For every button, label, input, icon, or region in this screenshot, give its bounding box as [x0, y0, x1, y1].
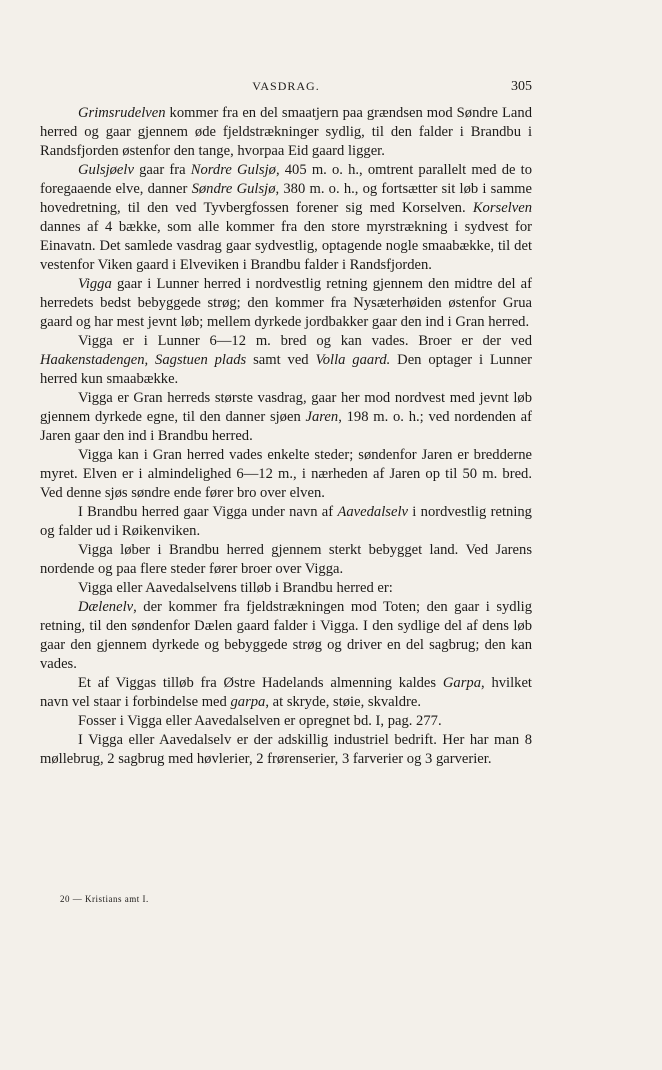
paragraph-daelenelv: Dælenelv, der kommer fra fjeldstrækningen mod Toten; den gaar i sydlig retning, til den søndenfor Dælen gaard falder i Vigga. I den sydlige del af dens løb gaar den gjennem dyrkede og bebyggede strøg og driver en del sagbrug; den kan vades.	[40, 599, 532, 672]
paragraph-grimsrudelven: Grimsrudelven kommer fra en del smaatjern paa grændsen mod Søndre Land herred og gaar gjennem øde fjeldstrækninger sydlig, til den falder i Brandbu i Randsfjorden østenfor den tange, hvorpaa Eid gaard ligger.	[40, 105, 532, 159]
paragraph-gulsjoelv: Gulsjøelv gaar fra Nordre Gulsjø, 405 m. o. h., omtrent parallelt med de to foregaaende elve, danner Søndre Gulsjø, 380 m. o. h., og fortsætter sit løb i samme hovedretning, til den ved Tyvbergfossen forener sig med Korselven. Korselven dannes af 4 bække, som alle kommer fra den store myrstrækning i sydvest for Einavatn. Det samlede vasdrag gaar sydvestlig, optagende nogle smaabække, til det vestenfor Viken gaard i Elveviken i Brandbu falder i Randsfjorden.	[40, 162, 533, 273]
page-number: 305	[511, 79, 532, 94]
paragraph-fosser: Fosser i Vigga eller Aavedalselven er opregnet bd. I, pag. 277.	[78, 713, 442, 729]
paragraph-brandbu: I Brandbu herred gaar Vigga under navn af Aavedalselv i nordvestlig retning og falder ud i Røikenviken.	[40, 504, 532, 539]
body-text	[40, 104, 532, 769]
signature-footer: 20 — Kristians amt I.	[60, 894, 149, 904]
paragraph-vigga-bridges: Vigga er i Lunner 6—12 m. bred og kan vades. Broer er der ved Haakenstadengen, Sagstuen plads samt ved Volla gaard. Den optager i Lunner herred kun smaabække.	[40, 333, 532, 387]
running-header	[40, 79, 532, 99]
running-title: VASDRAG.	[252, 79, 320, 93]
paragraph-vigga-vades: Vigga kan i Gran herred vades enkelte steder; søndenfor Jaren er bredderne myret. Elven er i almindelighed 6—12 m., i nærheden af Jaren op til 50 m. bred. Ved denne sjøs søndre ende fører bro over elven.	[40, 447, 532, 501]
paragraph-vigga-bebygget: Vigga løber i Brandbu herred gjennem sterkt bebygget land. Ved Jarens nordende og paa flere steder fører broer over Vigga.	[40, 542, 532, 577]
paragraph-tillob-heading: Vigga eller Aavedalselvens tilløb i Brandbu herred er:	[78, 580, 393, 596]
paragraph-vigga-lunner: Vigga gaar i Lunner herred i nordvestlig retning gjennem den midtre del af herredets bedst bebyggede strøg; den kommer fra Nysæterhøiden østenfor Grua gaard og har mest jevnt løb; mellem dyrkede jordbakker gaar den ind i Gran herred.	[40, 276, 532, 330]
paragraph-industri: I Vigga eller Aavedalselv er der adskillig industriel bedrift. Her har man 8 møllebrug, 2 sagbrug med høvlerier, 2 frørenserier, 3 farverier og 3 garverier.	[40, 732, 532, 767]
paragraph-garpa: Et af Viggas tilløb fra Østre Hadelands almenning kaldes Garpa, hvilket navn vel staar i forbindelse med garpa, at skryde, støie, skvaldre.	[40, 675, 532, 710]
paragraph-vigga-gran: Vigga er Gran herreds største vasdrag, gaar her mod nordvest med jevnt løb gjennem dyrkede egne, til den danner sjøen Jaren, 198 m. o. h.; ved nordenden af Jaren gaar den ind i Brandbu herred.	[40, 390, 532, 444]
